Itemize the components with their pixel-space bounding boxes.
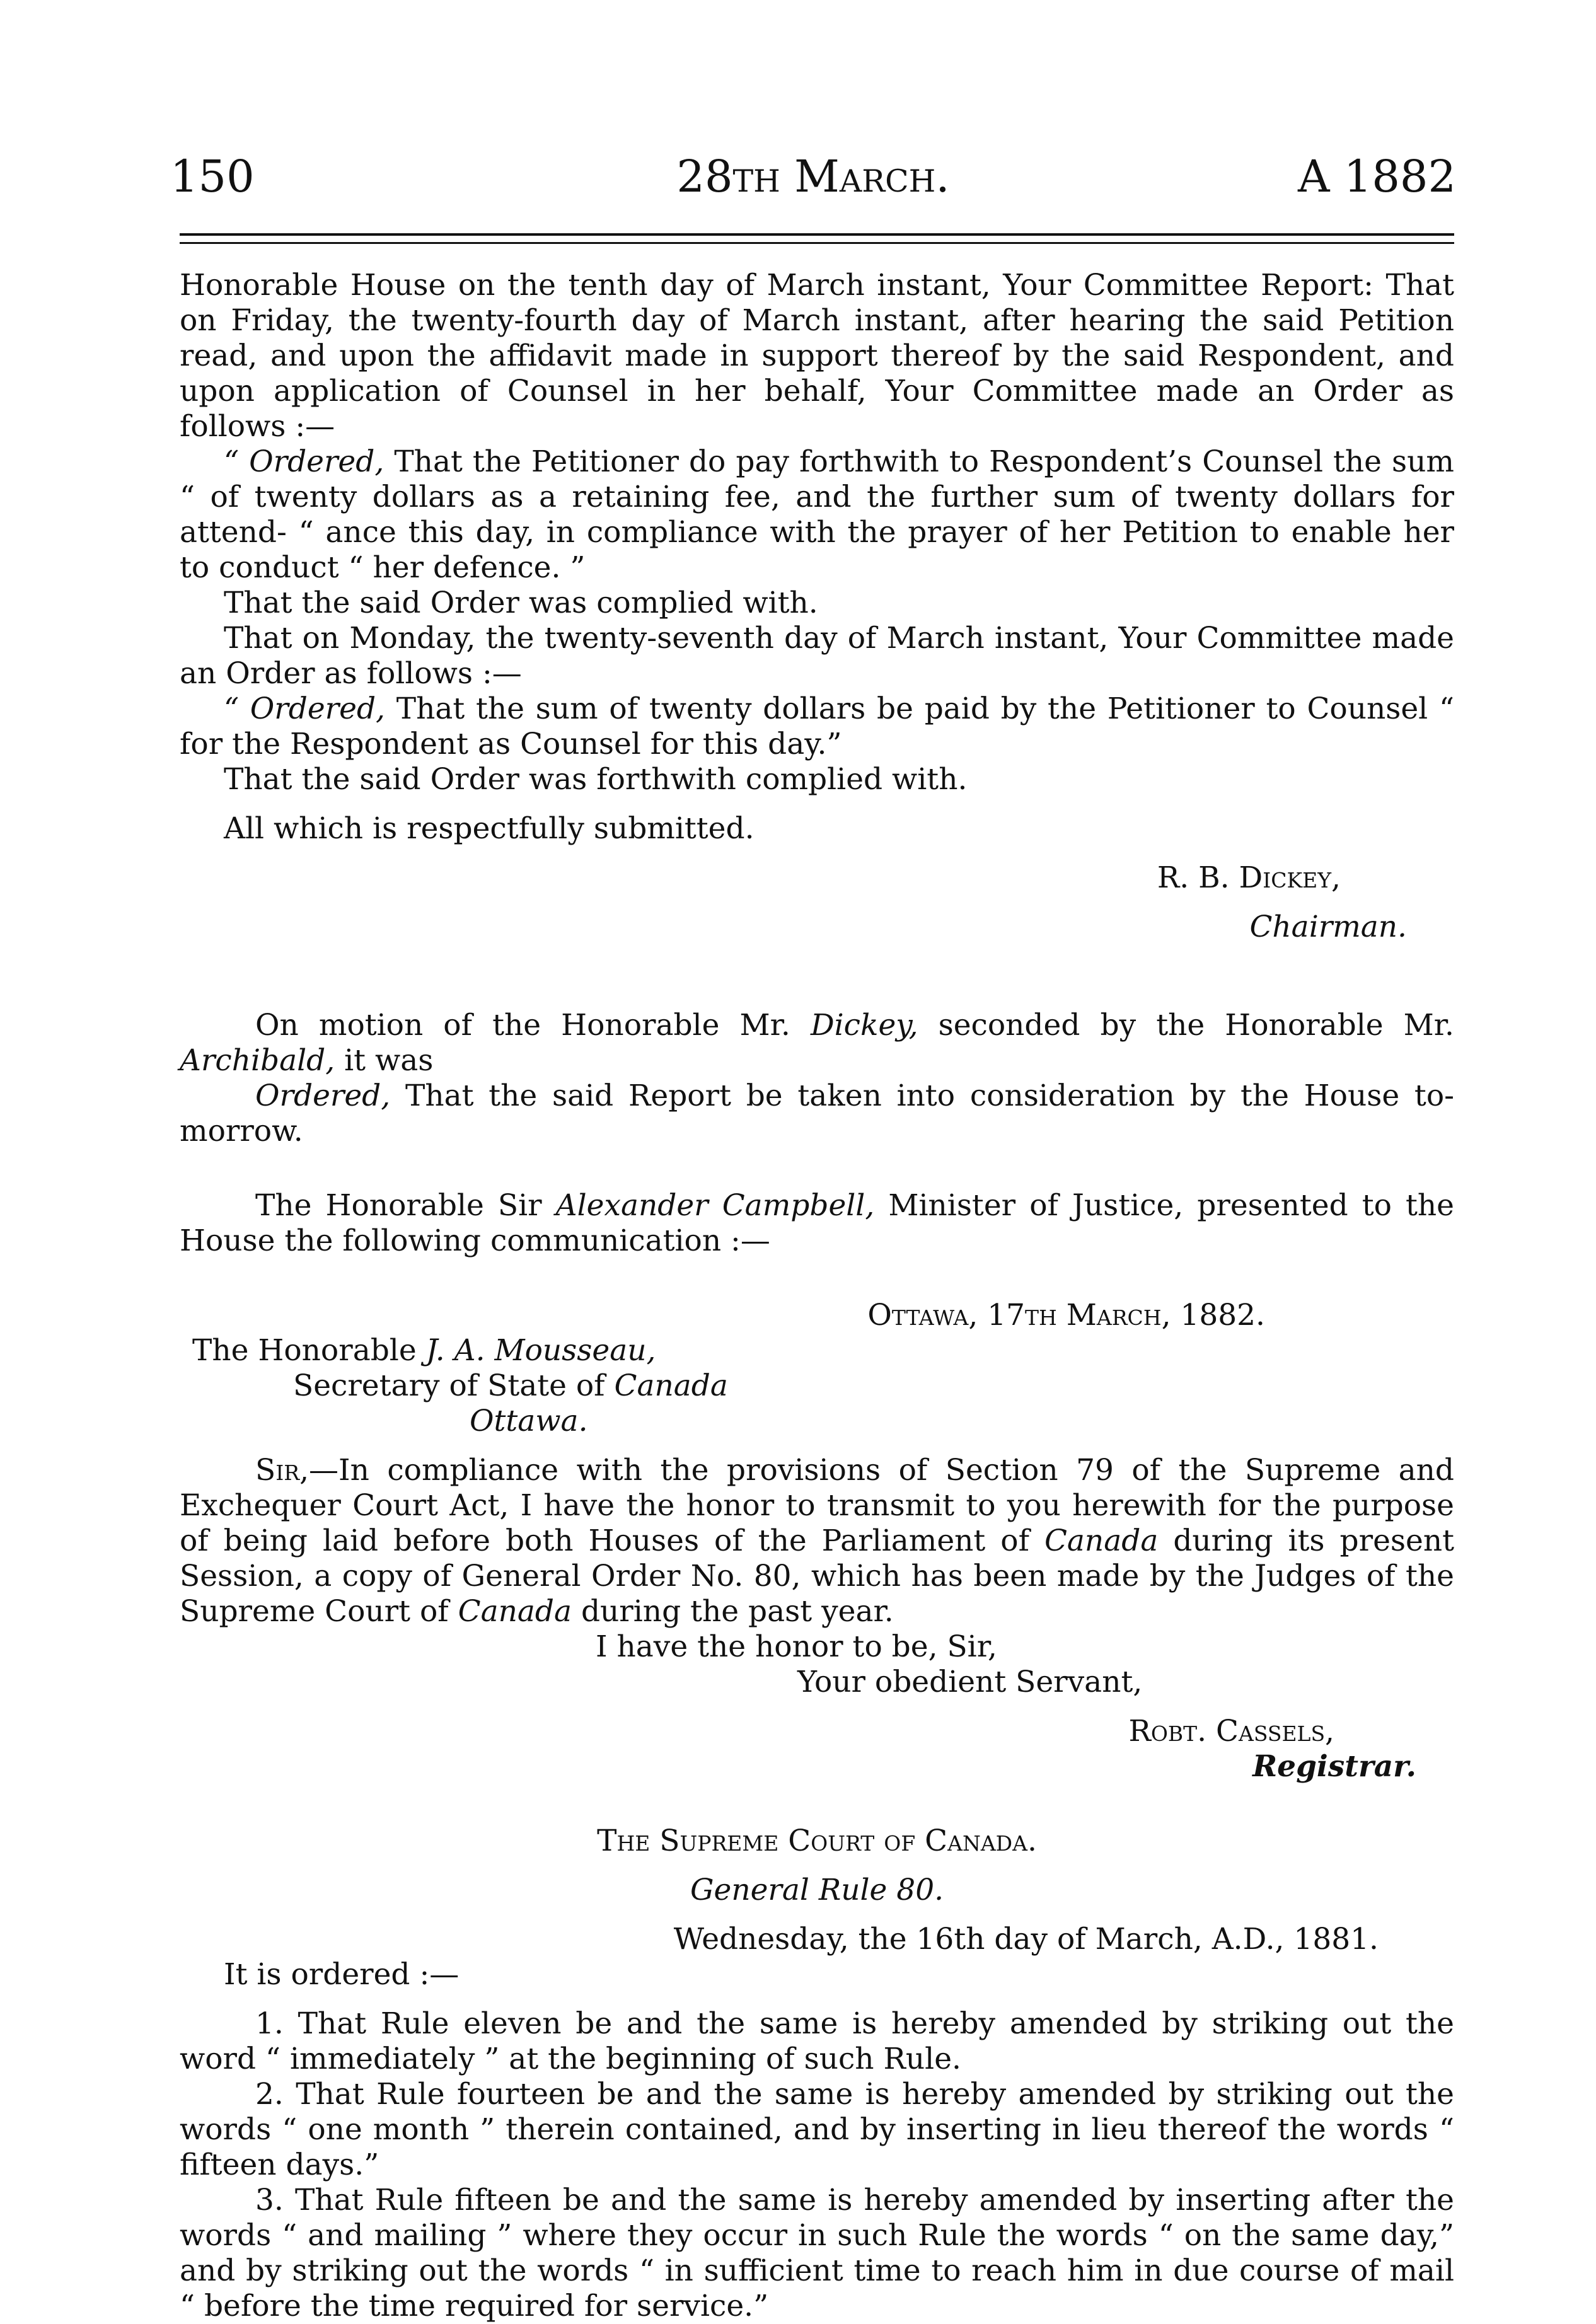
complied-paragraph-2: That the said Order was forthwith complied with. [224,762,968,797]
letter-text: during the past year. [572,1594,894,1629]
signature-name-dickey: R. B. Dickey, [1157,860,1341,895]
rule-heading-text: General Rule 80. [690,1873,944,1907]
rule-heading [180,1873,1454,1908]
motion-text: On motion of the Honorable Mr. [255,1008,811,1043]
order-paragraph-2 [180,691,1454,762]
rule-item-1: 1. That Rule eleven be and the same is hereby amended by striking out the word “ immediately ” at the beginning of such Rule. [180,2006,1454,2076]
presentation-text: Minister of Justice, presented to the House the following communication :— [180,1188,1454,1258]
header-date: 28th March. [676,151,950,202]
order-text: That the sum of twenty dollars be paid by the Petitioner to Counsel “ for the Respondent as Counsel for this day.” [180,691,1454,761]
header-rule-top [180,233,1454,236]
motion-text: it was [335,1043,434,1078]
minister-name: Alexander Campbell, [555,1188,875,1223]
rule-dateline: Wednesday, the 16th day of March, A.D., 1881. [673,1922,1379,1957]
submitted-line: All which is respectfully submitted. [224,811,755,846]
presentation-text: The Honorable Sir [255,1188,556,1223]
committee-report-paragraph: Honorable House on the tenth day of March instant, Your Committee Report: That on Friday, the twenty-fourth day of March instant, after hearing the said Petition read, and upon the affidavit made in support thereof by the said Respondent, and upon application of Counsel in her behalf, Your Committee made an Order as follows :— [180,268,1454,444]
order-label: “ Ordered, [224,444,385,479]
court-heading: The Supreme Court of Canada. [597,1824,1037,1858]
order-paragraph-1 [180,444,1454,586]
page-header [170,148,1456,205]
addressee-line-2 [180,1368,1454,1404]
monday-order-paragraph: That on Monday, the twenty-seventh day of March instant, Your Committee made an Order as follows :— [180,621,1454,691]
addressee-text: The Honorable [192,1333,426,1368]
addressee-line-3: Ottawa. [470,1404,588,1438]
signature-title-registrar: Registrar. [1252,1749,1416,1784]
order-label: “ Ordered, [224,691,385,726]
addressee-country: Canada [614,1368,728,1403]
seconder-name: Archibald, [180,1043,335,1078]
addressee-line-1 [180,1333,1454,1368]
mover-name: Dickey, [810,1008,918,1043]
header-rule-bottom [180,242,1454,244]
order-text: That the Petitioner do pay forthwith to Respondent’s Counsel the sum “ of twenty dollars as a retaining fee, and the further sum of twenty dollars for attend- “ ance this day, in compliance with the prayer of her Petition to enable her to conduct “ her defence. ” [180,444,1454,585]
rule-item-2: 2. That Rule fourteen be and the same is hereby amended by striking out the words “ one month ” therein contained, and by inserting in lieu thereof the words “ fifteen days.” [180,2077,1454,2182]
letter-text: during its present Session, a copy of General Order No. 80, which has been made by the Judges of the Supreme Court of [180,1523,1454,1629]
letter-text: —In compliance with the provisions of Section 79 of the Supreme and Exchequer Court Act, I have the honor to transmit to you herewith for the purpose of being laid before both Houses of the Parliament of [180,1453,1454,1558]
page-number: 150 [170,151,255,202]
rule-item-3: 3. That Rule fifteen be and the same is hereby amended by inserting after the words “ and mailing ” where they occur in such Rule the words “ on the same day,” and by striking out the words “ in sufficient time to reach him in due course of mail “ before the time required for service.” [180,2183,1454,2323]
signature-title-chairman: Chairman. [1249,910,1407,944]
signature-name-cassels: Robt. Cassels, [1128,1714,1334,1749]
header-year: A 1882 [1298,151,1456,202]
motion-order-paragraph [180,1078,1454,1149]
letter-closing-1: I have the honor to be, Sir, [596,1629,997,1664]
addressee-text: Secretary of State of [293,1368,615,1403]
letter-country: Canada [1044,1523,1159,1558]
salutation: Sir, [255,1453,309,1488]
motion-text: seconded by the Honorable Mr. [918,1008,1454,1043]
page-body [180,268,1454,2324]
letter-dateline: Ottawa, 17th March, 1882. [867,1298,1265,1333]
addressee-name: J. A. Mousseau, [425,1333,656,1368]
letter-closing-2: Your obedient Servant, [797,1665,1143,1699]
order-label: Ordered, [255,1078,391,1113]
complied-paragraph-1: That the said Order was complied with. [224,586,818,620]
ordered-intro: It is ordered :— [224,1957,460,1992]
motion-paragraph [180,1008,1454,1078]
presentation-paragraph [180,1188,1454,1259]
letter-country: Canada [458,1594,572,1629]
order-text: That the said Report be taken into consideration by the House to-morrow. [180,1078,1454,1148]
letter-body-paragraph [180,1453,1454,1629]
